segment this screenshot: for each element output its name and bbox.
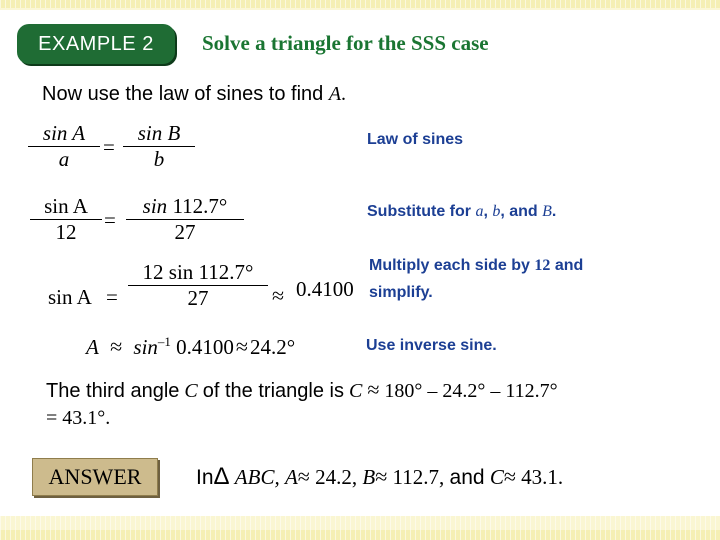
step2-note-b: b <box>492 203 501 220</box>
third-angle-var: C <box>184 380 198 402</box>
approx-sign: ≈ <box>272 283 285 308</box>
intro-text: Now use the law of sines to find <box>42 83 324 105</box>
answer-badge: ANSWER <box>32 458 158 496</box>
answer-b: B <box>362 465 376 489</box>
step4-var: A <box>86 335 99 359</box>
step2-left-num: sin A <box>44 194 88 218</box>
third-angle-line2: = 43.1°. <box>46 407 111 429</box>
step2-right-den: 27 <box>174 220 196 244</box>
step4-note: Use inverse sine. <box>366 337 497 354</box>
step2-note-and: , and <box>500 203 543 220</box>
step2-left-fraction <box>30 194 102 245</box>
bottom-decor-band <box>0 530 720 540</box>
step2-note-comma: , <box>483 203 493 220</box>
step1-right-num: sin B <box>137 121 181 145</box>
step4-fn: sin <box>133 335 158 359</box>
answer-and: and <box>449 466 485 489</box>
third-angle-text: The third angle <box>46 380 180 402</box>
approx-sign: ≈ <box>235 334 248 359</box>
step4-arg: 0.4100 <box>176 335 234 359</box>
step2-note <box>367 203 556 221</box>
step1-note: Law of sines <box>367 131 464 148</box>
step3-lhs: sin A <box>48 285 92 309</box>
answer-val-c: 43.1. <box>521 465 564 489</box>
third-angle-var2: C <box>348 380 363 402</box>
step4-sup: –1 <box>157 334 171 349</box>
answer-c: C <box>489 465 504 489</box>
step4-result: 24.2° <box>250 335 296 359</box>
step3-note-line1 <box>369 257 583 275</box>
answer-line <box>196 463 563 491</box>
step2-right-num <box>126 194 244 219</box>
step1-right-den: b <box>153 147 165 171</box>
step2-note-a: a <box>475 203 484 220</box>
step2-note-pre: Substitute for <box>367 203 476 220</box>
answer-tri: ABC, <box>234 465 280 489</box>
triangle-icon: Δ <box>213 463 230 490</box>
step2-left-den: 12 <box>55 220 77 244</box>
step2-equals: = <box>104 208 116 232</box>
approx-sign: ≈ <box>367 377 380 402</box>
third-angle-line1 <box>46 377 558 403</box>
approx-sign: ≈ <box>110 334 123 359</box>
example-badge: EXAMPLE 2 <box>17 24 175 64</box>
step3-value: 0.4100 <box>296 277 354 301</box>
step1-left-fraction <box>28 121 100 172</box>
step1-equals: = <box>103 135 115 159</box>
answer-a: A <box>284 465 298 489</box>
third-angle-expr: 180° – 24.2° – 112.7° <box>384 380 558 402</box>
answer-val-a: 24.2, <box>315 465 358 489</box>
step3-num: 12 sin 112.7° <box>142 260 254 284</box>
step2-angle: 112.7° <box>172 194 228 218</box>
answer-in: In <box>196 466 214 489</box>
step2-note-B: B <box>542 203 552 220</box>
step3-note-pre: Multiply each side by <box>369 257 535 274</box>
bottom-decor-band-light <box>0 516 720 530</box>
intro-var: A <box>328 83 342 105</box>
step4-line <box>86 334 295 360</box>
intro-line <box>42 83 346 106</box>
step3-fraction <box>128 260 268 311</box>
top-decor-band <box>0 0 720 8</box>
approx-sign: ≈ <box>375 464 388 489</box>
step3-note-post: and <box>550 257 584 274</box>
intro-end: . <box>341 83 347 105</box>
approx-sign: ≈ <box>503 464 516 489</box>
step2-right-fraction <box>126 194 244 245</box>
step2-sin: sin <box>142 194 168 218</box>
step3-equals: = <box>106 285 118 309</box>
step1-left-num: sin A <box>42 121 86 145</box>
third-angle-text2: of the triangle is <box>202 380 344 402</box>
step2-note-end: . <box>551 203 557 220</box>
step3-note-num: 12 <box>534 257 551 274</box>
step1-left-den: a <box>58 147 70 171</box>
top-decor-band-light <box>0 8 720 10</box>
step1-right-fraction <box>123 121 195 172</box>
approx-sign: ≈ <box>297 464 310 489</box>
page-title: Solve a triangle for the SSS case <box>202 31 489 55</box>
step3-note-line2: simplify. <box>369 284 433 301</box>
step3-den: 27 <box>187 286 209 310</box>
answer-val-b: 112.7, <box>392 465 445 489</box>
